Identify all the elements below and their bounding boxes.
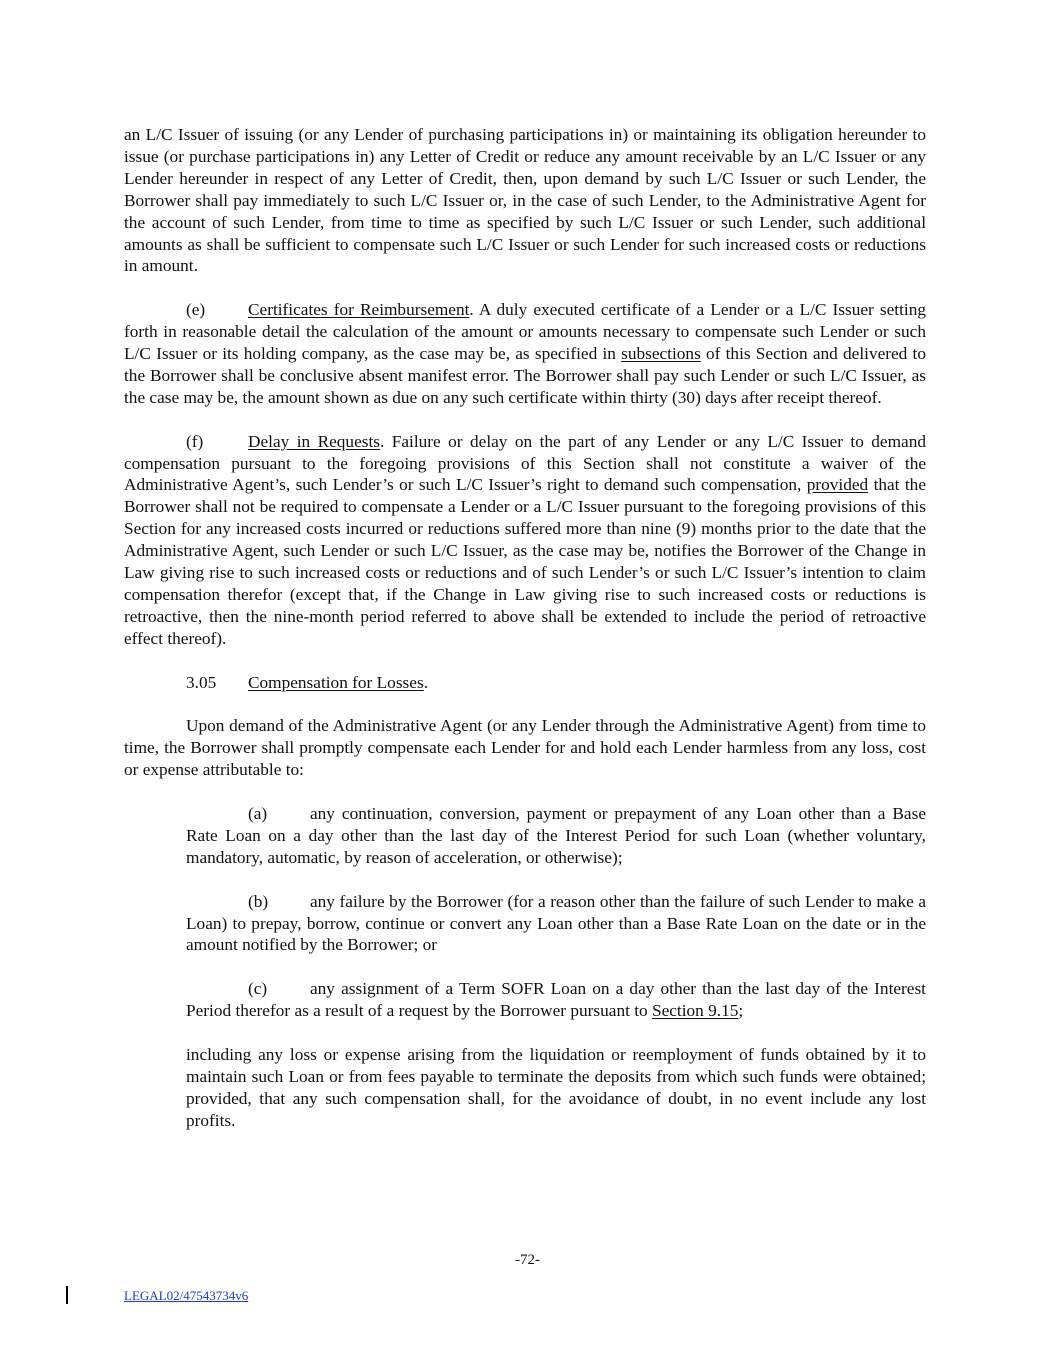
paragraph-continuation: an L/C Issuer of issuing (or any Lender of purchasing participations in) or maintaining its obligation hereunder to issue (or purchase participations in) any Letter of Credit or reduce any amount receivable by an L/C Issuer or any Lender hereunder in respect of any Letter of Credit, then, upon demand by such L/C Issuer or such Lender, the Borrower shall pay immediately to such L/C Issuer or, in the case of such Lender, to the Administrative Agent for the account of such Lender, from time to time as specified by such L/C Issuer or such Lender, such additional amounts as shall be sufficient to compensate such L/C Issuer or such Lender for such increased costs or reductions in amount. <box>124 125 926 276</box>
page-number: -72- <box>515 1252 540 1268</box>
section-title-period: . <box>423 672 429 692</box>
item-c-end: ; <box>738 1001 744 1021</box>
provided-term: provided <box>806 475 869 495</box>
paragraph-e <box>124 299 926 409</box>
paragraph-upon-demand: Upon demand of the Administrative Agent (or any Lender through the Administrative Agent) from time to time, the Borrower shall promptly compensate each Lender for and hold each Lender harmless from any loss, cost or expense attributable to: <box>124 716 926 780</box>
item-c-text: any assignment of a Term SOFR Loan on a day other than the last day of the Interest Period therefor as a result of a request by the Borrower pursuant to <box>186 979 926 1021</box>
paragraph-f-label: (f) <box>186 431 204 451</box>
item-b-text: any failure by the Borrower (for a reason other than the failure of such Lender to make a Loan) to prepay, borrow, continue or convert any Loan other than a Base Rate Loan on the date or in the amount notified by the Borrower; or <box>186 891 926 955</box>
paragraph-f-text-2: that the Borrower shall not be required to compensate a Lender or a L/C Issuer pursuant to the foregoing provisions of this Section for any increased costs incurred or reductions suffered more than nine (9) months prior to the date that the Administrative Agent, such Lender or such L/C Issuer, as the case may be, notifies the Borrower of the Change in Law giving rise to such increased costs or reductions and of such Lender’s or such L/C Issuer’s intention to claim compensation therefor (except that, if the Change in Law giving rise to such increased costs or reductions is retroactive, then the nine-month period referred to above shall be extended to include the period of retroactive effect thereof). <box>124 475 926 648</box>
paragraph-f <box>124 431 926 650</box>
item-b <box>186 891 926 957</box>
item-a <box>186 803 926 869</box>
document-id-link[interactable]: LEGAL02/47543734v6 <box>124 1288 249 1303</box>
item-a-text: any continuation, conversion, payment or prepayment of any Loan other than a Base Rate Loan on a day other than the last day of the Interest Period for such Loan (whether voluntary, mandatory, automatic, by reason of acceleration, or otherwise); <box>186 804 926 867</box>
paragraph-e-label: (e) <box>186 300 206 320</box>
section-number: 3.05 <box>186 672 217 692</box>
section-3-05-heading <box>124 672 926 694</box>
paragraph-e-text-1: . A duly executed certificate of a Lender or a L/C Issuer setting forth in reasonable detail the calculation of the amount or amounts necessary to compensate such Lender or such L/C Issuer or its holding company, as the case may be, as specified in <box>124 300 926 364</box>
paragraph-f-text-1: . Failure or delay on the part of any Lender or any L/C Issuer to demand compensation pursuant to the foregoing provisions of this Section shall not constitute a waiver of the Administrative Agent’s, such Lender’s or such L/C Issuer’s right to demand such compensation, <box>124 431 926 495</box>
item-b-label: (b) <box>248 891 269 911</box>
paragraph-e-text-2: of this Section and delivered to the Borrower shall be conclusive absent manifest error. The Borrower shall pay such Lender or such L/C Issuer, as the case may be, the amount shown as due on any such certificate within thirty (30) days after receipt thereof. <box>124 344 926 407</box>
item-c <box>186 978 926 1022</box>
subsections-link[interactable]: subsections <box>621 344 701 364</box>
paragraph-including: including any loss or expense arising from the liquidation or reemployment of funds obtained by it to maintain such Loan or from fees payable to terminate the deposits from which such funds were obtained; provided, that any such compensation shall, for the avoidance of doubt, in no event include any lost profits. <box>186 1044 926 1130</box>
document-body <box>124 124 926 1153</box>
item-c-label: (c) <box>248 979 268 999</box>
change-bar <box>66 1286 68 1304</box>
item-a-label: (a) <box>248 804 268 824</box>
paragraph-e-heading: Certificates for Reimbursement <box>248 300 470 320</box>
section-title: Compensation for Losses <box>248 672 424 692</box>
section-9-15-link[interactable]: Section 9.15 <box>651 1001 739 1021</box>
paragraph-f-heading: Delay in Requests <box>248 431 380 451</box>
